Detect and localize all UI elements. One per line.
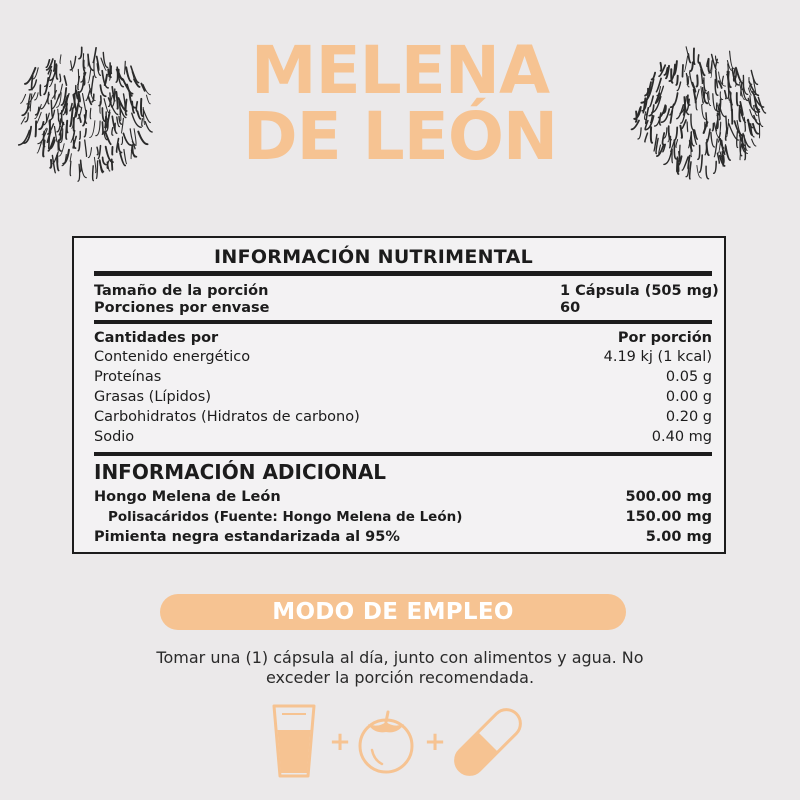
per-serving-label: Por porción [617, 330, 712, 346]
nutrient-label: Proteínas [94, 369, 162, 385]
amounts-label: Cantidades por [94, 330, 219, 346]
nutrient-label: Grasas (Lípidos) [94, 389, 211, 405]
additional-heading: INFORMACIÓN ADICIONAL [94, 460, 387, 484]
nutrient-label: Contenido energético [94, 349, 251, 365]
nutrient-value: 0.05 g [665, 369, 712, 385]
product-title-line2: DE LEÓN [242, 98, 558, 175]
divider-thick [94, 271, 712, 276]
additional-label: Pimienta negra estandarizada al 95% [94, 529, 400, 545]
nutrition-facts-panel [72, 236, 726, 554]
nutrient-value: 0.40 mg [651, 429, 712, 445]
usage-line: exceder la porción recomendada. [265, 668, 535, 687]
usage-icons [260, 700, 550, 780]
additional-value: 500.00 mg [625, 489, 712, 505]
lions-mane-mushroom-icon [625, 38, 775, 188]
tomato-icon [360, 712, 412, 772]
nutrient-value: 0.20 g [665, 409, 712, 425]
additional-label: Hongo Melena de León [94, 489, 281, 505]
servings-label: Porciones por envase [94, 300, 270, 316]
additional-value: 5.00 mg [645, 529, 712, 545]
plus-sign: + [329, 727, 351, 757]
capsule-icon [450, 704, 526, 780]
usage-heading-pill: MODO DE EMPLEO [160, 594, 626, 630]
glass-of-water-icon [274, 706, 314, 776]
nutrient-value: 4.19 kj (1 kcal) [603, 349, 712, 365]
product-title-line1: MELENA [250, 32, 550, 109]
additional-label: Polisacáridos (Fuente: Hongo Melena de León) [108, 509, 463, 525]
lions-mane-mushroom-icon [10, 38, 160, 188]
divider-thick [94, 320, 712, 324]
additional-value: 150.00 mg [625, 509, 712, 525]
nutrition-heading: INFORMACIÓN NUTRIMENTAL [214, 246, 533, 268]
plus-sign: + [424, 727, 446, 757]
nutrient-value: 0.00 g [665, 389, 712, 405]
servings-value: 60 [560, 300, 581, 316]
nutrient-label: Carbohidratos (Hidratos de carbono) [94, 409, 360, 425]
serving-size-label: Tamaño de la porción [94, 283, 269, 299]
product-title [200, 32, 600, 175]
serving-size-value: 1 Cápsula (505 mg) [560, 283, 719, 299]
nutrient-label: Sodio [94, 429, 135, 445]
usage-line: Tomar una (1) cápsula al día, junto con alimentos y agua. No [156, 648, 644, 667]
usage-instructions [90, 648, 710, 688]
divider-thick [94, 452, 712, 456]
